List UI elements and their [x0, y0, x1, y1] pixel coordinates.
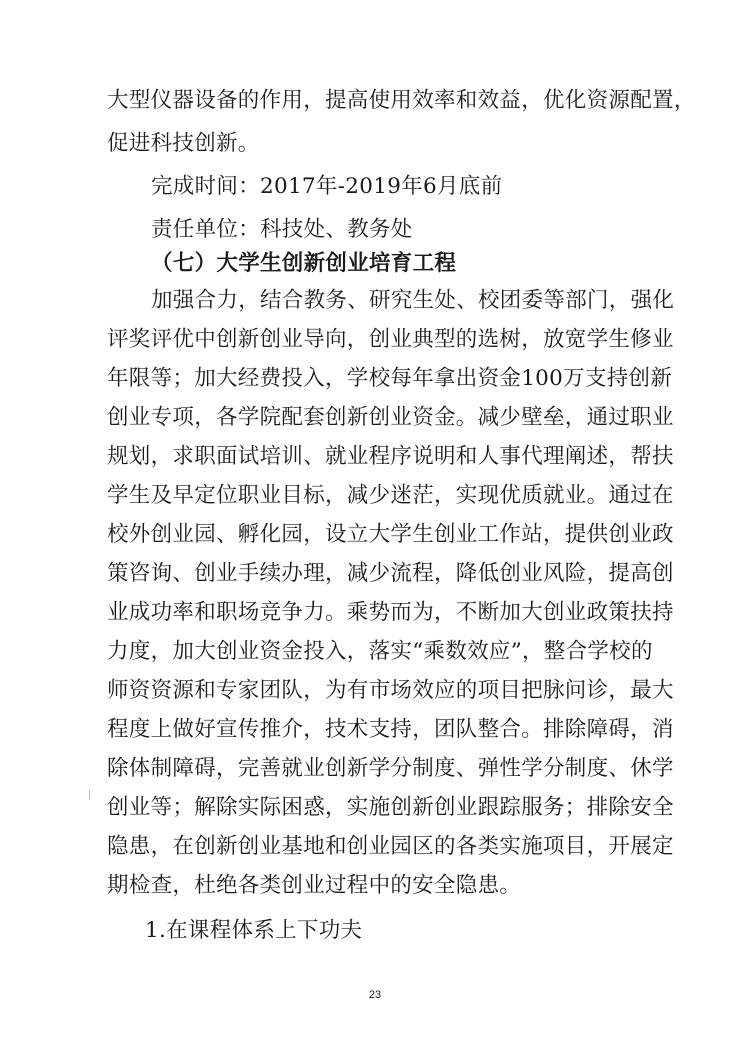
body-line: 校外创业园、孵化园，设立大学生创业工作站，提供创业政	[107, 522, 674, 547]
responsible-unit: 责任单位：科技处、教务处	[151, 217, 413, 242]
body-line: 学生及早定位职业目标，减少迷茫，实现优质就业。通过在	[107, 483, 674, 508]
body-line: 创业等；解除实际困惑，实施创新创业跟踪服务；排除安全	[107, 795, 674, 820]
body-line: 隐患，在创新创业基地和创业园区的各类实施项目，开展定	[107, 834, 674, 859]
body-line: 规划，求职面试培训、就业程序说明和人事代理阐述，帮扶	[107, 444, 674, 469]
body-line: 年限等；加大经费投入，学校每年拿出资金100万支持创新	[107, 366, 673, 391]
body-line: 评奖评优中创新创业导向，创业典型的选树，放宽学生修业	[107, 327, 674, 352]
page-number: 23	[368, 989, 382, 1001]
body-line: 除体制障碍，完善就业创新学分制度、弹性学分制度、休学	[107, 756, 674, 781]
completion-time: 完成时间：2017年-2019年6月底前	[151, 174, 503, 199]
section-heading: （七）大学生创新创业培育工程	[151, 251, 457, 276]
continuation-line-1: 大型仪器设备的作用，提高使用效率和效益，优化资源配置，	[107, 88, 696, 113]
body-line: 策咨询、创业手续办理，减少流程，降低创业风险，提高创	[107, 561, 674, 586]
body-line: 加强合力，结合教务、研究生处、校团委等部门，强化	[151, 288, 675, 313]
body-line: 力度，加大创业资金投入，落实“乘数效应”，整合学校的	[107, 639, 653, 664]
margin-mark	[89, 790, 90, 800]
body-line: 程度上做好宣传推介，技术支持，团队整合。排除障碍，消	[107, 717, 674, 742]
body-line: 创业专项，各学院配套创新创业资金。减少壁垒，通过职业	[107, 405, 674, 430]
body-line: 期检查，杜绝各类创业过程中的安全隐患。	[107, 873, 522, 898]
subheading: 1.在课程体系上下功夫	[145, 918, 363, 943]
continuation-line-2: 促进科技创新。	[107, 131, 260, 156]
body-line: 师资资源和专家团队，为有市场效应的项目把脉问诊，最大	[107, 678, 674, 703]
body-line: 业成功率和职场竞争力。乘势而为，不断加大创业政策扶持	[107, 600, 674, 625]
